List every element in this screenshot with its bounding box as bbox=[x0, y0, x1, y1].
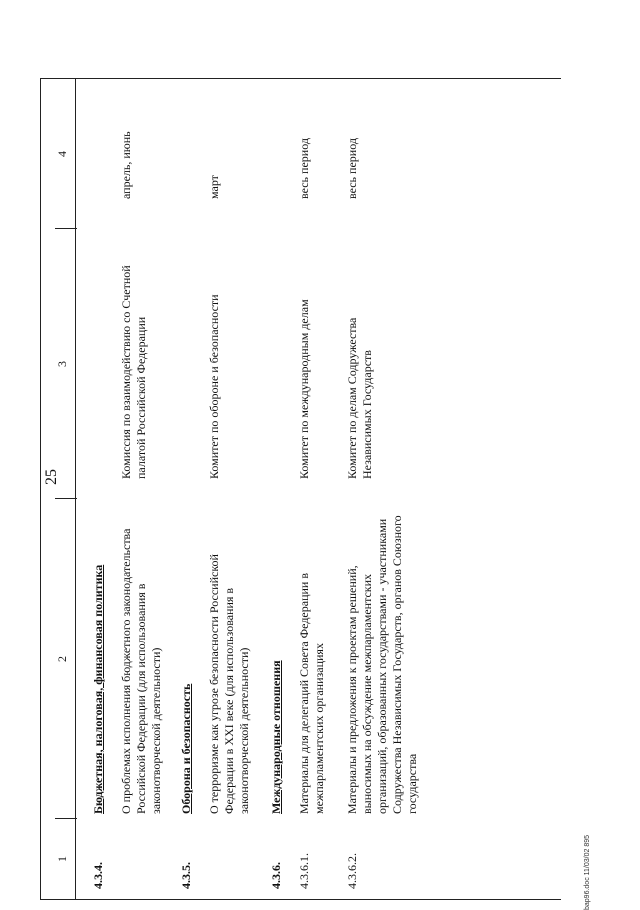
table-header-row bbox=[55, 79, 77, 899]
item-term: весь период bbox=[345, 138, 359, 199]
section-heading: Бюджетная, налоговая, финансовая политика bbox=[91, 564, 105, 814]
file-footer-code: bap96.doc 11/03/02 895 bbox=[584, 835, 591, 910]
section-heading: Международные отношения bbox=[269, 660, 283, 814]
header-col-2: 2 bbox=[55, 656, 69, 662]
table-frame bbox=[40, 78, 561, 900]
section-heading: Оборона и безопасность bbox=[179, 683, 193, 814]
rotated-document-page bbox=[40, 80, 600, 910]
item-responsible: Комитет по обороне и безопасности bbox=[207, 294, 221, 479]
item-term: апрель, июнь bbox=[119, 131, 133, 199]
item-text: О терроризме как угрозе безопасности Российской Федерации в XXI веке (для использования в законотворческой деятельности) bbox=[207, 554, 251, 814]
item-responsible: Комиссия по взаимодействию со Счетной палатой Российской Федерации bbox=[119, 265, 148, 479]
item-text: О проблемах исполнения бюджетного законодательства Российской Федерации (для использования в законотворческой деятельности) bbox=[119, 528, 163, 814]
header-col-3: 3 bbox=[55, 361, 69, 367]
item-responsible: Комитет по делам Содружества Независимых Государств bbox=[345, 317, 374, 479]
item-responsible: Комитет по международным делам bbox=[297, 299, 311, 479]
item-number: 4.3.4. bbox=[91, 862, 105, 889]
header-bottom-line bbox=[75, 79, 76, 899]
header-col-1: 1 bbox=[55, 856, 69, 862]
page-number: 25 bbox=[43, 469, 60, 485]
item-number: 4.3.6.2. bbox=[345, 853, 359, 889]
item-number: 4.3.6.1. bbox=[297, 853, 311, 889]
item-text: Материалы и предложения к проектам решений, выносимых на обсуждение межпарламентских организаций, образованных государствами - участниками Содружества Независимых Государств, органов Союзного государства bbox=[345, 515, 419, 814]
header-col-4: 4 bbox=[55, 151, 69, 157]
item-text: Материалы для делегаций Совета Федерации в межпарламентских организациях bbox=[297, 572, 326, 814]
item-term: весь период bbox=[297, 138, 311, 199]
item-number: 4.3.6. bbox=[269, 862, 283, 889]
item-term: март bbox=[207, 175, 221, 199]
item-number: 4.3.5. bbox=[179, 862, 193, 889]
